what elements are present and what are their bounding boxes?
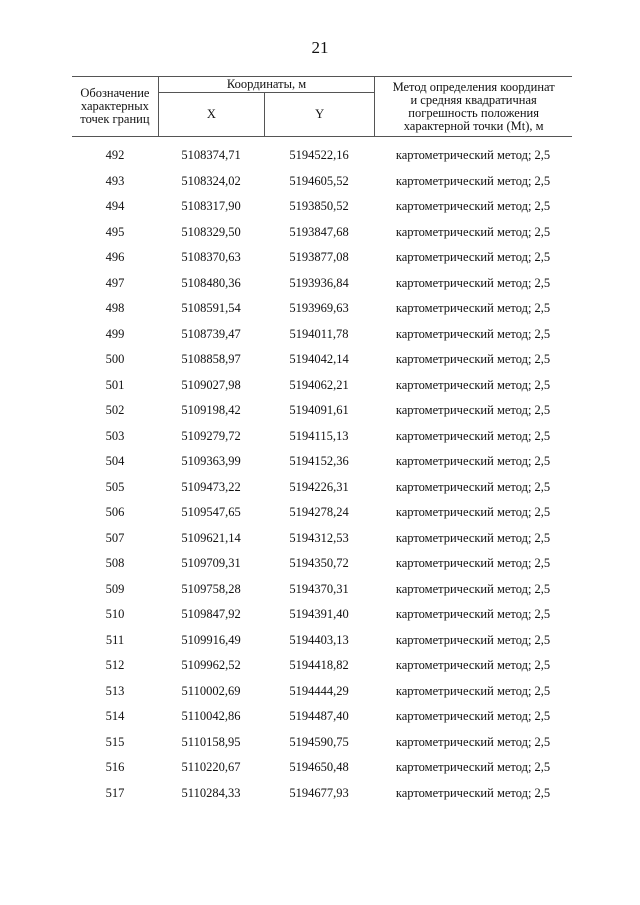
coord-x: 5109027,98 [181, 377, 241, 392]
coord-x: 5109547,65 [181, 505, 241, 520]
coord-x: 5108480,36 [181, 275, 241, 290]
coord-x: 5108858,97 [181, 352, 241, 367]
point-number: 500 [105, 352, 125, 367]
method: картометрический метод; 2,5 [395, 479, 551, 494]
table-row [72, 704, 572, 730]
coord-y: 5194226,31 [289, 479, 349, 494]
point-number: 493 [105, 173, 125, 188]
table-row [72, 730, 572, 756]
coord-x: 5109709,31 [181, 556, 241, 571]
method: картометрический метод; 2,5 [395, 326, 551, 341]
method: картометрический метод; 2,5 [395, 632, 551, 647]
designation-line-3: точек границ [80, 112, 150, 126]
point-number: 507 [105, 530, 125, 545]
coord-x: 5110220,67 [181, 760, 241, 775]
y-header: Y [265, 93, 375, 137]
table-row [72, 551, 572, 577]
coord-x: 5109279,72 [181, 428, 241, 443]
table-row [72, 475, 572, 501]
method: картометрический метод; 2,5 [395, 403, 551, 418]
method: картометрический метод; 2,5 [395, 760, 551, 775]
coord-y: 5193847,68 [289, 224, 349, 239]
coord-y: 5194062,21 [289, 377, 349, 392]
table-row [72, 781, 572, 807]
method: картометрический метод; 2,5 [395, 556, 551, 571]
point-number: 510 [105, 607, 125, 622]
table-row [72, 526, 572, 552]
table-row [72, 577, 572, 603]
method: картометрический метод; 2,5 [395, 607, 551, 622]
table-row [72, 245, 572, 271]
table-row [72, 373, 572, 399]
method: картометрический метод; 2,5 [395, 377, 551, 392]
table-row [72, 602, 572, 628]
coord-x: 5109962,52 [181, 658, 241, 673]
table-row [72, 194, 572, 220]
method: картометрический метод; 2,5 [395, 275, 551, 290]
table-row [72, 220, 572, 246]
coord-y: 5194115,13 [289, 428, 349, 443]
coord-y: 5194418,82 [289, 658, 349, 673]
coord-y: 5193969,63 [289, 301, 349, 316]
coord-x: 5109198,42 [181, 403, 241, 418]
coord-x: 5110284,33 [181, 785, 241, 800]
method: картометрический метод; 2,5 [395, 658, 551, 673]
point-number: 502 [105, 403, 125, 418]
point-number: 499 [105, 326, 125, 341]
method-header [375, 77, 572, 137]
method: картометрический метод; 2,5 [395, 148, 551, 163]
coord-y: 5194677,93 [289, 785, 349, 800]
point-number: 514 [105, 709, 125, 724]
coordinates-table [72, 143, 572, 806]
table-row [72, 628, 572, 654]
coord-y: 5193936,84 [289, 275, 349, 290]
table-row [72, 653, 572, 679]
coord-x: 5109758,28 [181, 581, 241, 596]
designation-line-2: характерных [80, 99, 149, 113]
method: картометрический метод; 2,5 [395, 250, 551, 265]
point-number: 517 [105, 785, 125, 800]
method: картометрический метод; 2,5 [395, 505, 551, 520]
coord-y: 5194370,31 [289, 581, 349, 596]
coord-y: 5194152,36 [289, 454, 349, 469]
coord-y: 5193877,08 [289, 250, 349, 265]
designation-line-1: Обозначение [80, 86, 150, 100]
coord-x: 5109847,92 [181, 607, 241, 622]
point-number: 504 [105, 454, 125, 469]
point-number: 515 [105, 734, 125, 749]
table-header [72, 76, 572, 137]
designation-header [72, 77, 158, 137]
coord-y: 5194042,14 [289, 352, 349, 367]
point-number: 497 [105, 275, 125, 290]
coord-y: 5194350,72 [289, 556, 349, 571]
coordinates-header: Координаты, м [158, 77, 374, 93]
point-number: 495 [105, 224, 125, 239]
method-line-3: погрешность положения [408, 105, 539, 120]
coord-y: 5194650,48 [289, 760, 349, 775]
method: картометрический метод; 2,5 [395, 224, 551, 239]
point-number: 511 [105, 632, 125, 647]
table-row [72, 398, 572, 424]
point-number: 512 [105, 658, 125, 673]
point-number: 492 [105, 148, 125, 163]
coord-x: 5108324,02 [181, 173, 241, 188]
table-row [72, 424, 572, 450]
method: картометрический метод; 2,5 [395, 683, 551, 698]
coord-y: 5194312,53 [289, 530, 349, 545]
point-number: 508 [105, 556, 125, 571]
coord-y: 5194605,52 [289, 173, 349, 188]
point-number: 496 [105, 250, 125, 265]
coord-x: 5110158,95 [181, 734, 241, 749]
method: картометрический метод; 2,5 [395, 173, 551, 188]
coord-y: 5194590,75 [289, 734, 349, 749]
coord-x: 5109473,22 [181, 479, 241, 494]
coord-y: 5194011,78 [289, 326, 349, 341]
method: картометрический метод; 2,5 [395, 428, 551, 443]
table-row [72, 169, 572, 195]
table-row [72, 500, 572, 526]
method: картометрический метод; 2,5 [395, 352, 551, 367]
coord-x: 5108374,71 [181, 148, 241, 163]
method: картометрический метод; 2,5 [395, 454, 551, 469]
method-line-1: Метод определения координат [392, 79, 555, 94]
page-number: 21 [311, 38, 329, 57]
coord-y: 5194522,16 [289, 148, 349, 163]
table-body [72, 143, 572, 806]
method: картометрический метод; 2,5 [395, 709, 551, 724]
coord-y: 5194444,29 [289, 683, 349, 698]
coord-x: 5108591,54 [181, 301, 241, 316]
table-row [72, 679, 572, 705]
point-number: 498 [105, 301, 125, 316]
table-row [72, 271, 572, 297]
coord-y: 5193850,52 [289, 199, 349, 214]
table-row [72, 347, 572, 373]
table-row [72, 143, 572, 169]
method: картометрический метод; 2,5 [395, 301, 551, 316]
table-row [72, 449, 572, 475]
method-line-4: характерной точки (Mt), м [403, 118, 544, 133]
coord-x: 5109621,14 [181, 530, 241, 545]
table-row [72, 296, 572, 322]
point-number: 509 [105, 581, 125, 596]
coord-x: 5108739,47 [181, 326, 241, 341]
method: картометрический метод; 2,5 [395, 581, 551, 596]
point-number: 513 [105, 683, 125, 698]
coord-x: 5109363,99 [181, 454, 241, 469]
method-line-2: и средняя квадратичная [410, 92, 537, 107]
coord-y: 5194487,40 [289, 709, 349, 724]
coord-y: 5194091,61 [289, 403, 349, 418]
coord-x: 5110042,86 [181, 709, 241, 724]
table-row [72, 755, 572, 781]
coord-y: 5194403,13 [289, 632, 349, 647]
coord-x: 5109916,49 [181, 632, 241, 647]
coord-y: 5194391,40 [289, 607, 349, 622]
coord-y: 5194278,24 [289, 505, 349, 520]
x-header: X [158, 93, 264, 137]
table-row [72, 322, 572, 348]
coord-x: 5110002,69 [181, 683, 241, 698]
method: картометрический метод; 2,5 [395, 199, 551, 214]
coord-x: 5108317,90 [181, 199, 241, 214]
point-number: 516 [105, 760, 125, 775]
method: картометрический метод; 2,5 [395, 530, 551, 545]
point-number: 503 [105, 428, 125, 443]
coord-x: 5108370,63 [181, 250, 241, 265]
point-number: 506 [105, 505, 125, 520]
method: картометрический метод; 2,5 [395, 734, 551, 749]
point-number: 505 [105, 479, 125, 494]
method: картометрический метод; 2,5 [395, 785, 551, 800]
point-number: 494 [105, 199, 125, 214]
coord-x: 5108329,50 [181, 224, 241, 239]
point-number: 501 [105, 377, 125, 392]
